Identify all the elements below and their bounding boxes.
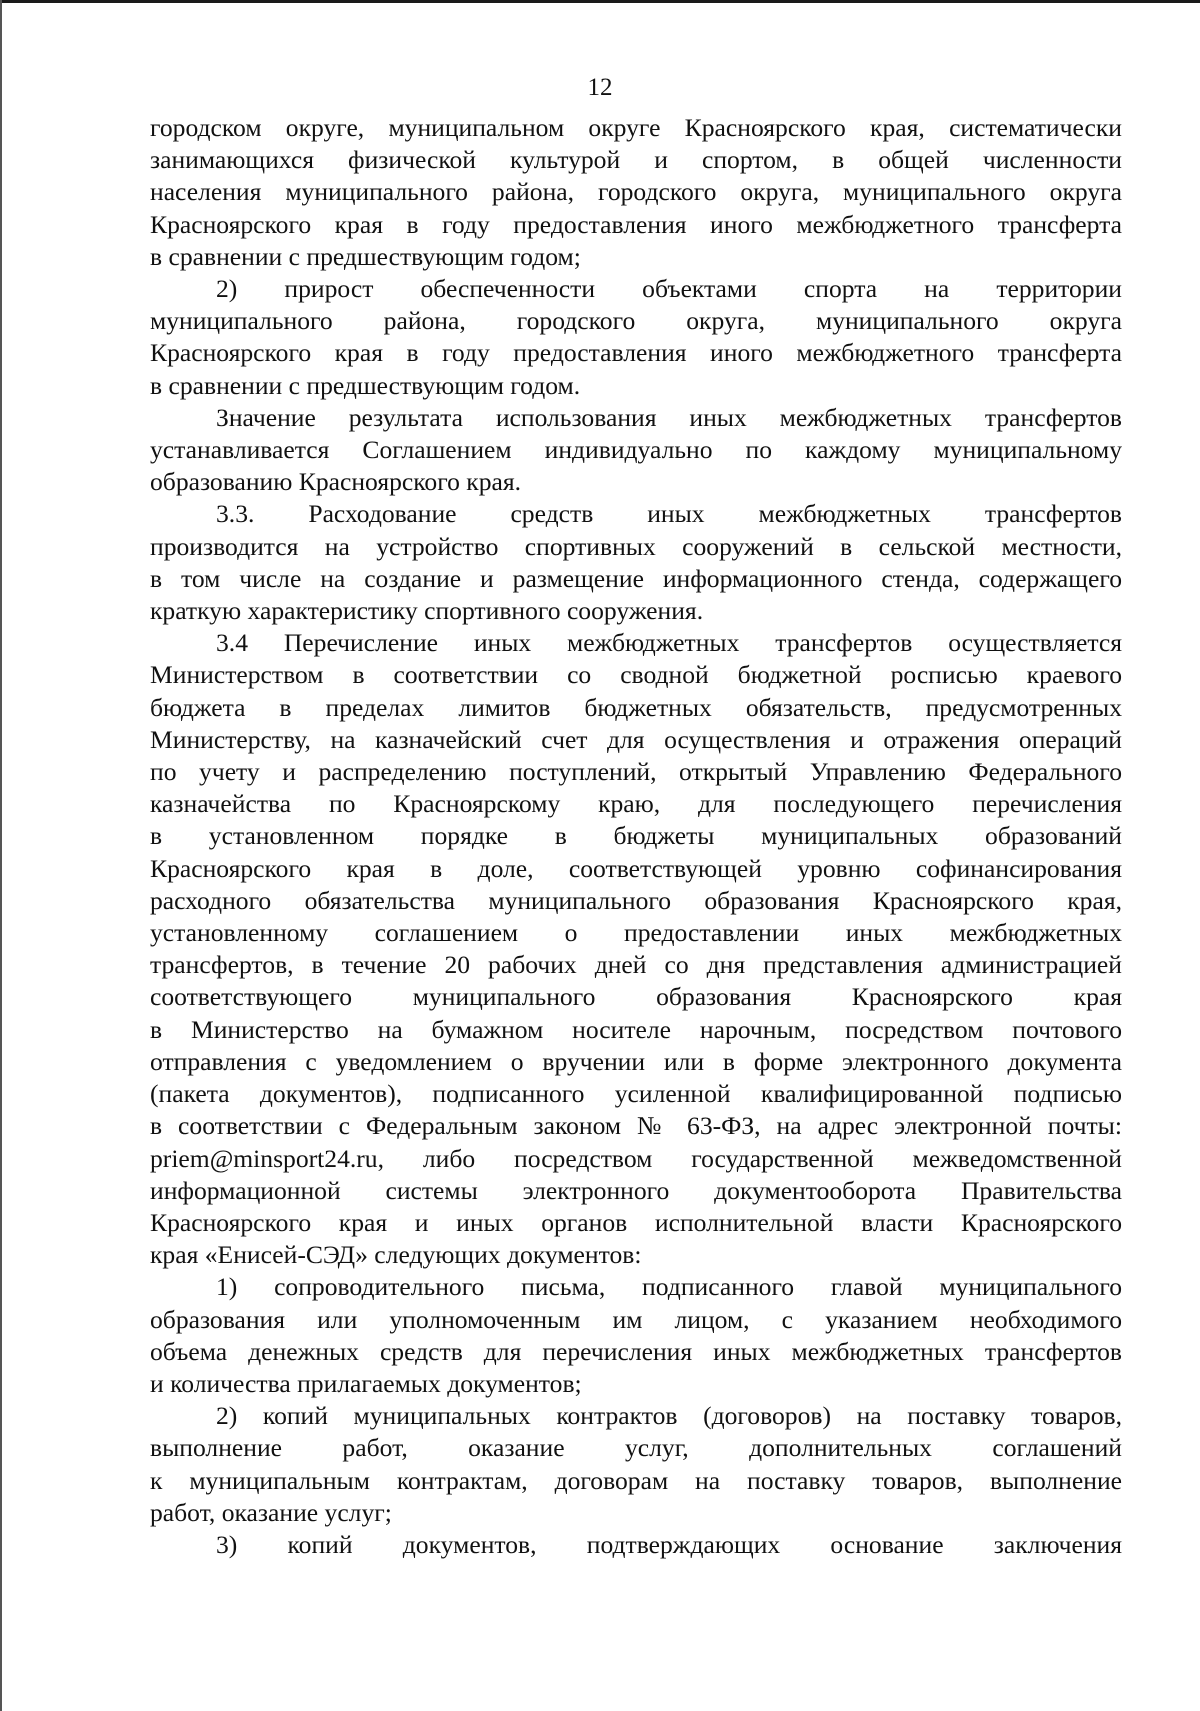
text-line: трансфертов, в течение 20 рабочих дней со дня представления администрацией xyxy=(150,950,1122,980)
text-line: Министерством в соответствии со сводной бюджетной росписью краевого xyxy=(150,660,1122,690)
text-line: Красноярского края в доле, соответствующей уровню софинансирования xyxy=(150,853,1122,883)
scan-edge-left xyxy=(0,0,2,1711)
text-line: информационной системы электронного документооборота Правительства xyxy=(150,1175,1122,1205)
text-line: к муниципальным контрактам, договорам на поставку товаров, выполнение xyxy=(150,1465,1122,1495)
text-line: выполнение работ, оказание услуг, дополнительных соглашений xyxy=(150,1433,1122,1463)
text-line: объема денежных средств для перечисления иных межбюджетных трансфертов xyxy=(150,1336,1122,1366)
text-line: казначейства по Красноярскому краю, для последующего перечисления xyxy=(150,789,1122,819)
text-line: 3.4 Перечисление иных межбюджетных трансфертов осуществляется xyxy=(216,628,1122,658)
text-line: Красноярского края в году предоставления иного межбюджетного трансферта xyxy=(150,338,1122,368)
text-line: краткую характеристику спортивного сооружения. xyxy=(150,596,704,626)
text-line: образования или уполномоченным им лицом, с указанием необходимого xyxy=(150,1304,1122,1334)
text-line: в сравнении с предшествующим годом; xyxy=(150,241,581,271)
text-line: населения муниципального района, городского округа, муниципального округа xyxy=(150,177,1122,207)
document-body xyxy=(150,112,1122,1561)
text-line: в том числе на создание и размещение информационного стенда, содержащего xyxy=(150,563,1122,593)
scan-edge-top xyxy=(0,0,1200,3)
text-line: Красноярского края в году предоставления иного межбюджетного трансферта xyxy=(150,209,1122,239)
text-line: 3) копий документов, подтверждающих основание заключения xyxy=(216,1529,1122,1559)
text-line: устанавливается Соглашением индивидуально по каждому муниципальному xyxy=(150,435,1122,465)
text-line: в сравнении с предшествующим годом. xyxy=(150,370,581,400)
text-line: занимающихся физической культурой и спортом, в общей численности xyxy=(150,145,1122,175)
text-line: работ, оказание услуг; xyxy=(150,1497,392,1527)
text-line: Министерству, на казначейский счет для осуществления и отражения операций xyxy=(150,724,1122,754)
text-line: отправления с уведомлением о вручении или в форме электронного документа xyxy=(150,1046,1122,1076)
text-line: 3.3. Расходование средств иных межбюджетных трансфертов xyxy=(216,499,1122,529)
text-line: бюджета в пределах лимитов бюджетных обязательств, предусмотренных xyxy=(150,692,1122,722)
text-line: и количества прилагаемых документов; xyxy=(150,1368,582,1398)
text-line: края «Енисей-СЭД» следующих документов: xyxy=(150,1240,642,1270)
text-line: Красноярского края и иных органов исполнительной власти Красноярского xyxy=(150,1207,1122,1237)
page-number: 12 xyxy=(587,74,613,101)
text-line: образованию Красноярского края. xyxy=(150,467,522,497)
text-line: по учету и распределению поступлений, открытый Управлению Федерального xyxy=(150,757,1122,787)
text-line: расходного обязательства муниципального образования Красноярского края, xyxy=(150,885,1122,915)
text-line: муниципального района, городского округа, муниципального округа xyxy=(150,306,1122,336)
text-line: в установленном порядке в бюджеты муниципальных образований xyxy=(150,821,1122,851)
text-line: в соответствии с Федеральным законом № 63-ФЗ, на адрес электронной почты: xyxy=(150,1111,1122,1141)
text-line: в Министерство на бумажном носителе нарочным, посредством почтового xyxy=(150,1014,1122,1044)
text-line: (пакета документов), подписанного усиленной квалифицированной подписью xyxy=(150,1079,1122,1109)
text-line: производится на устройство спортивных сооружений в сельской местности, xyxy=(150,531,1122,561)
text-line: установленному соглашением о предоставлении иных межбюджетных xyxy=(150,918,1122,948)
text-line: городском округе, муниципальном округе Красноярского края, систематически xyxy=(150,113,1122,142)
text-line: priem@minsport24.ru, либо посредством государственной межведомственной xyxy=(150,1143,1122,1173)
text-line: 1) сопроводительного письма, подписанного главой муниципального xyxy=(216,1272,1122,1302)
text-line: соответствующего муниципального образования Красноярского края xyxy=(150,982,1122,1012)
text-line: Значение результата использования иных межбюджетных трансфертов xyxy=(216,402,1122,432)
text-line: 2) прирост обеспеченности объектами спорта на территории xyxy=(216,274,1122,304)
text-line: 2) копий муниципальных контрактов (договоров) на поставку товаров, xyxy=(216,1401,1122,1431)
